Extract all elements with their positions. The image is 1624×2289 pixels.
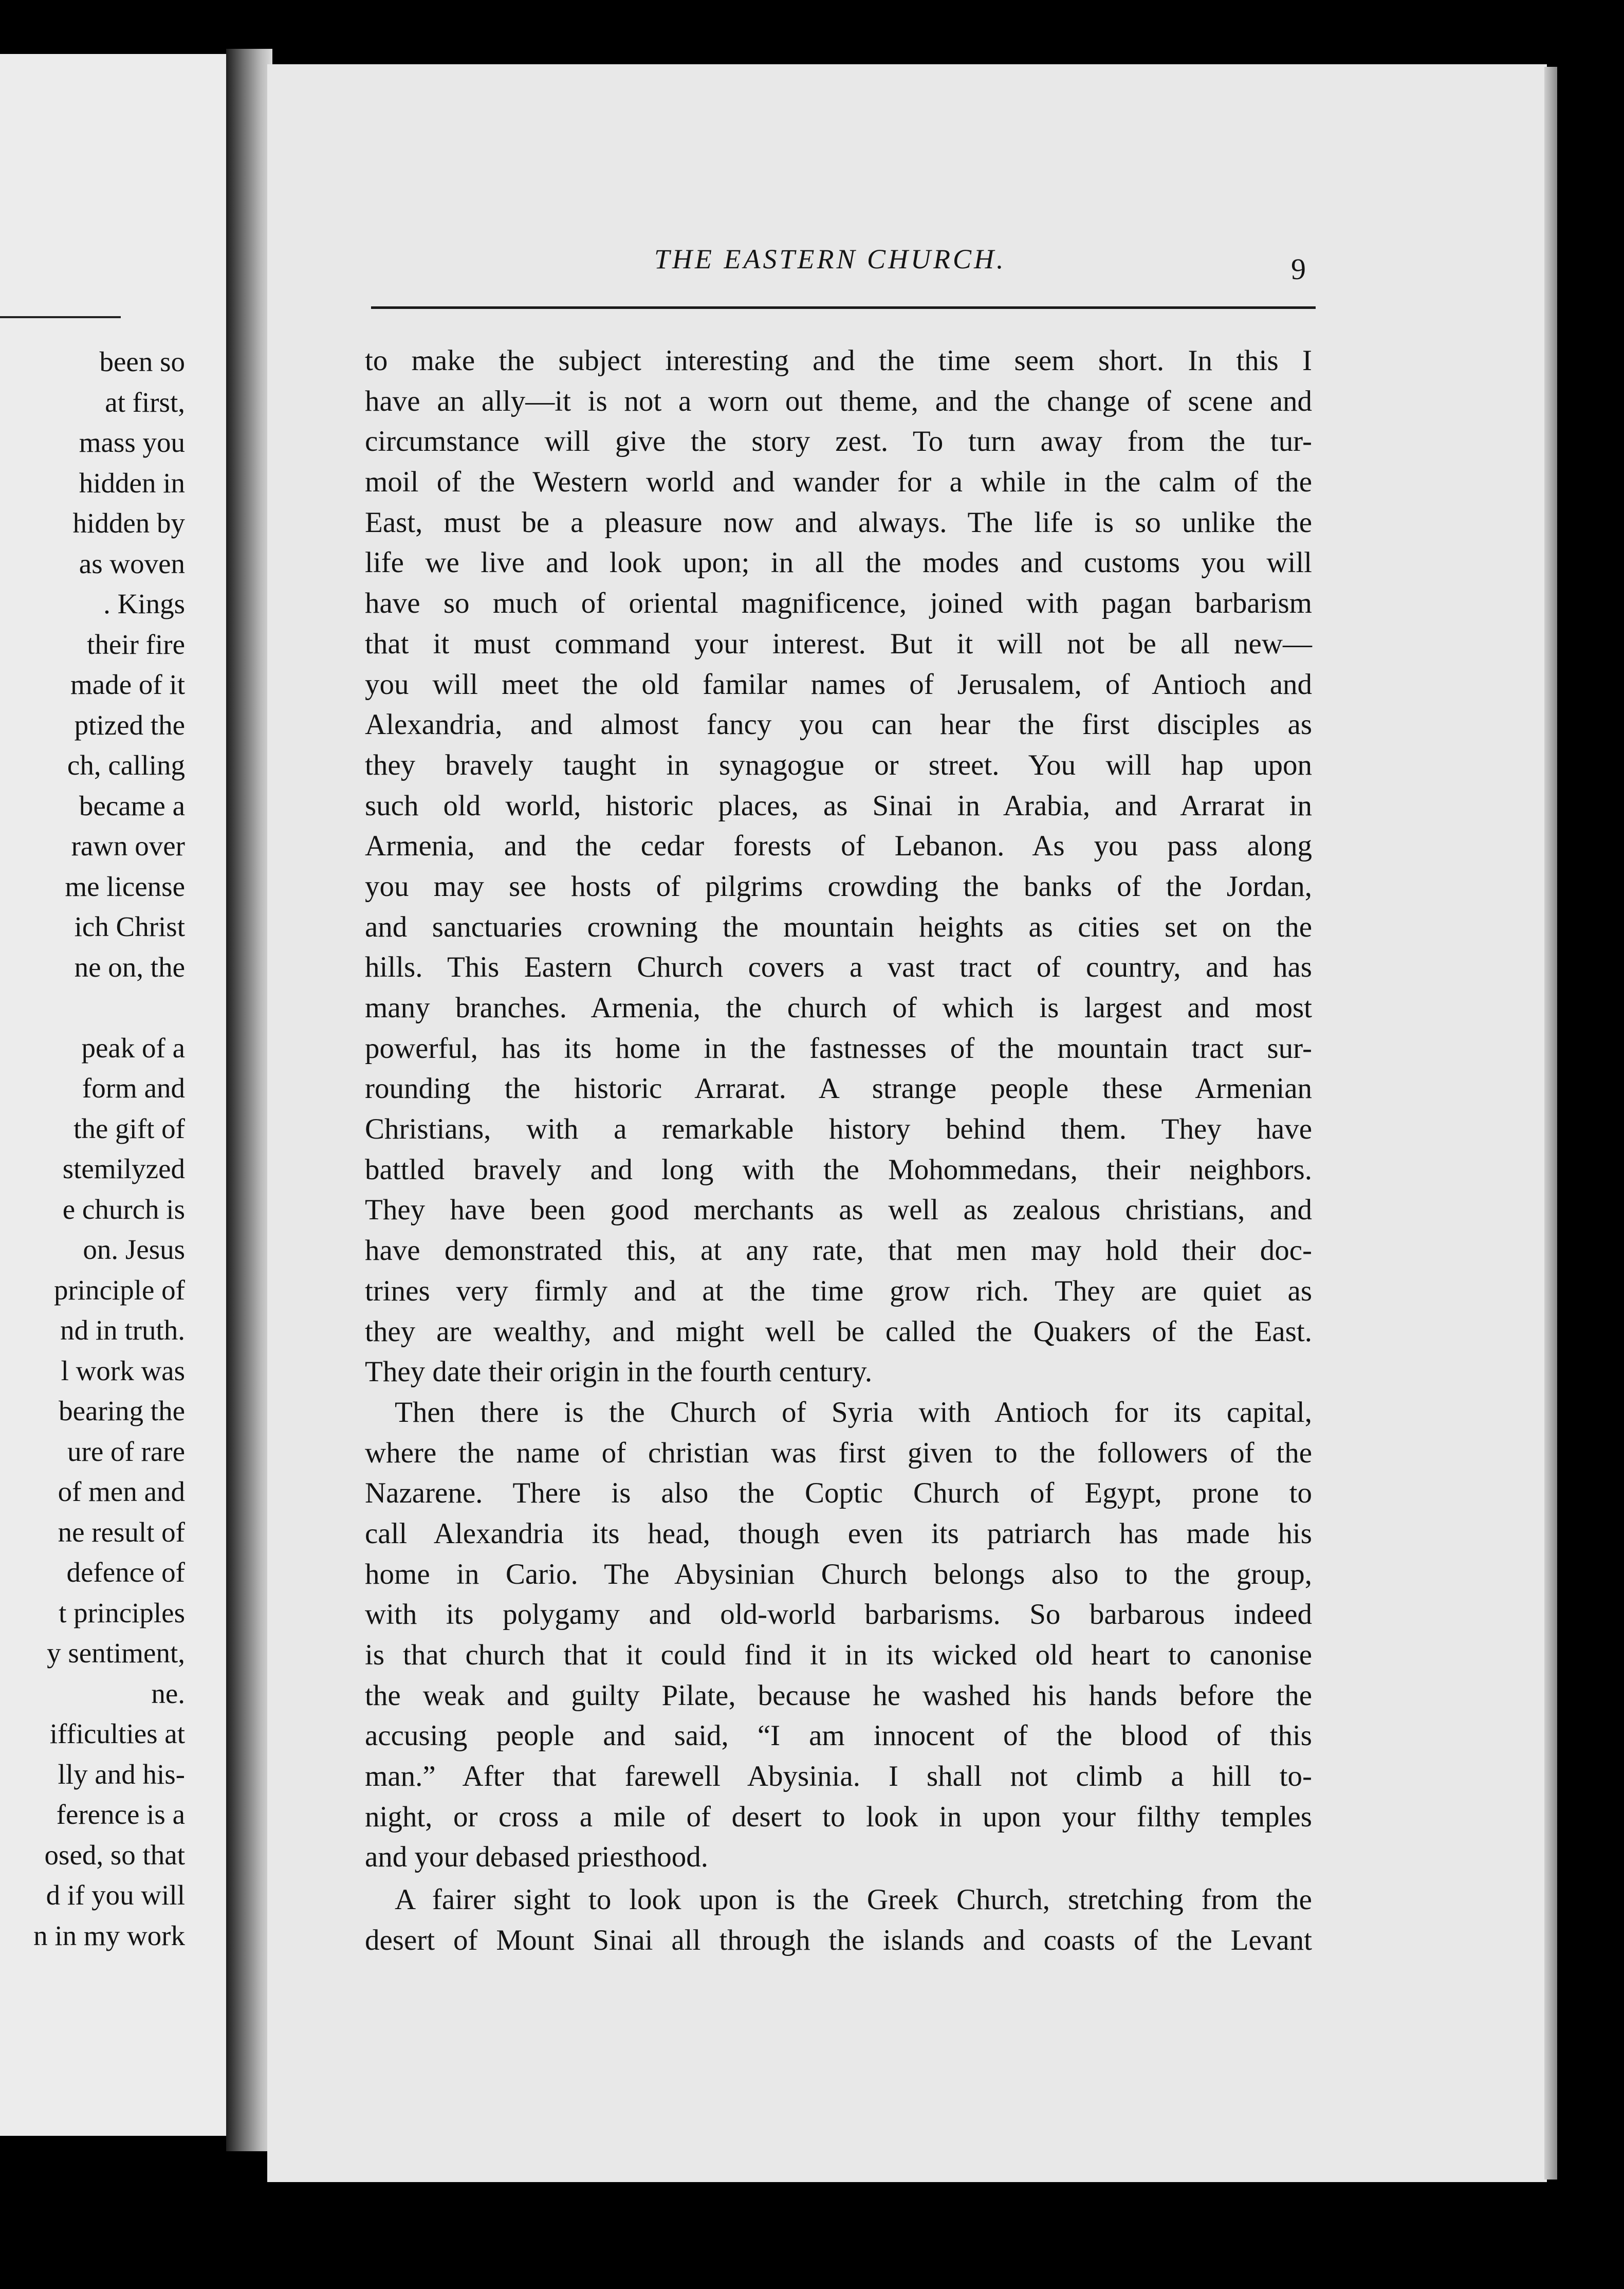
body-line: East, must be a pleasure now and always. The life is so unlike the [365, 506, 1312, 539]
left-line: t principles [59, 1597, 185, 1628]
left-line: made of it [70, 669, 185, 700]
body-line: the weak and guilty Pilate, because he washed his hands before the [365, 1679, 1312, 1712]
body-line: home in Cario. The Abysinian Church belongs also to the group, [365, 1558, 1312, 1590]
left-line: n in my work [33, 1919, 185, 1951]
body-line: night, or cross a mile of desert to look in upon your filthy temples [365, 1800, 1312, 1833]
left-line: hidden in [79, 467, 185, 499]
body-line: Nazarene. There is also the Coptic Church of Egypt, prone to [365, 1477, 1312, 1510]
paragraph-end-line: and your debased priesthood. [365, 1841, 708, 1874]
left-line: y sentiment, [47, 1637, 185, 1669]
left-line: lly and his- [58, 1758, 185, 1790]
body-line: moil of the Western world and wander for a while in the calm of the [365, 466, 1312, 499]
body-line: trines very firmly and at the time grow rich. They are quiet as [365, 1274, 1312, 1307]
body-line: you may see hosts of pilgrims crowding the banks of the Jordan, [365, 870, 1312, 903]
body-line: desert of Mount Sinai all through the islands and coasts of the Levant [365, 1924, 1312, 1956]
left-line: ne on, the [74, 951, 185, 983]
left-line: peak of a [81, 1032, 185, 1064]
left-line: ich Christ [74, 911, 185, 942]
body-line: you will meet the old familar names of Jerusalem, of Antioch and [365, 668, 1312, 701]
left-line: mass you [79, 427, 185, 458]
left-line: ne result of [58, 1516, 185, 1548]
left-page-text [0, 342, 185, 1956]
left-line: l work was [61, 1354, 185, 1386]
left-line: ifficulties at [49, 1718, 185, 1749]
body-line: battled bravely and long with the Mohommedans, their neighbors. [365, 1153, 1312, 1186]
left-line [0, 987, 185, 1028]
body-line: Alexandria, and almost fancy you can hear the first disciples as [365, 708, 1312, 741]
left-line: defence of [66, 1556, 185, 1588]
body-line: is that church that it could find it in its wicked old heart to canonise [365, 1639, 1312, 1671]
page-edge [1544, 67, 1557, 2180]
left-line: ptized the [74, 709, 185, 741]
body-line: that it must command your interest. But it will not be all new— [365, 627, 1312, 660]
left-line: at first, [105, 386, 185, 418]
body-line: powerful, has its home in the fastnesses of the mountain tract sur- [365, 1032, 1312, 1065]
body-line: call Alexandria its head, though even its patriarch has made his [365, 1517, 1312, 1550]
body-text [365, 341, 1312, 1961]
left-line: stemilyzed [62, 1153, 185, 1184]
body-line: they are wealthy, and might well be called the Quakers of the East. [365, 1315, 1312, 1348]
left-line: on. Jesus [83, 1234, 185, 1265]
page-number: 9 [1291, 252, 1306, 286]
body-line: have demonstrated this, at any rate, that men may hold their doc- [365, 1234, 1312, 1267]
body-line: they bravely taught in synagogue or street. You will hap upon [365, 748, 1312, 781]
left-page-rule [0, 316, 121, 318]
left-line: ure of rare [67, 1435, 185, 1467]
body-line: circumstance will give the story zest. To turn away from the tur- [365, 425, 1312, 458]
left-line: me license [65, 870, 185, 902]
left-line: principle of [53, 1274, 185, 1306]
left-line: their fire [87, 628, 185, 660]
left-line: rawn over [71, 830, 185, 862]
left-line: d if you will [46, 1879, 185, 1911]
body-line: Armenia, and the cedar forests of Lebanon. As you pass along [365, 830, 1312, 863]
body-line: have so much of oriental magnificence, joined with pagan barbarism [365, 587, 1312, 620]
left-line: became a [79, 790, 185, 821]
body-line: accusing people and said, “I am innocent of the blood of this [365, 1719, 1312, 1752]
left-line: the gift of [73, 1112, 185, 1144]
body-line: They have been good merchants as well as zealous christians, and [365, 1194, 1312, 1226]
body-line: man.” After that farewell Abysinia. I shall not climb a hill to- [365, 1760, 1312, 1793]
header-rule [371, 306, 1316, 309]
paragraph-start-line: Then there is the Church of Syria with Antioch for its capital, [395, 1396, 1312, 1429]
left-line: of men and [58, 1476, 185, 1507]
left-line: ference is a [56, 1799, 185, 1830]
body-line: life we live and look upon; in all the modes and customs you will [365, 546, 1312, 579]
left-line: nd in truth. [60, 1314, 185, 1346]
left-line: form and [82, 1072, 185, 1104]
left-line: as woven [79, 547, 185, 579]
body-line: and sanctuaries crowning the mountain heights as cities set on the [365, 910, 1312, 943]
running-head: THE EASTERN CHURCH. [654, 244, 1006, 274]
left-line: bearing the [59, 1395, 185, 1426]
body-line: where the name of christian was first given to the followers of the [365, 1436, 1312, 1469]
body-line: hills. This Eastern Church covers a vast tract of country, and has [365, 951, 1312, 984]
paragraph-start-line: A fairer sight to look upon is the Greek Church, stretching from the [395, 1883, 1312, 1916]
left-line: ne. [151, 1677, 185, 1709]
body-line: Christians, with a remarkable history behind them. They have [365, 1113, 1312, 1146]
book-gutter [226, 49, 272, 2151]
left-line: hidden by [72, 507, 185, 539]
body-line: many branches. Armenia, the church of which is largest and most [365, 992, 1312, 1024]
paragraph-end-line: They date their origin in the fourth century. [365, 1356, 873, 1388]
body-line: have an ally—it is not a worn out theme, and the change of scene and [365, 384, 1312, 417]
left-line: . Kings [103, 588, 185, 619]
left-line: been so [99, 346, 185, 377]
body-line: rounding the historic Arrarat. A strange people these Armenian [365, 1072, 1312, 1105]
body-line: to make the subject interesting and the time seem short. In this I [365, 344, 1312, 377]
body-line: such old world, historic places, as Sinai in Arabia, and Arrarat in [365, 789, 1312, 822]
left-line: osed, so that [44, 1839, 185, 1871]
body-line: with its polygamy and old-world barbarisms. So barbarous indeed [365, 1598, 1312, 1631]
left-line: ch, calling [67, 749, 185, 781]
left-line: e church is [62, 1193, 185, 1225]
